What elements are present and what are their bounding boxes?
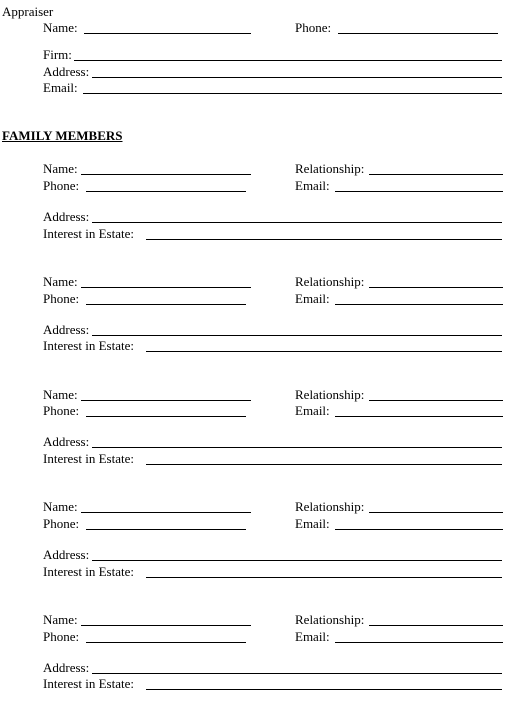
member-interest-label: Interest in Estate: — [43, 564, 134, 579]
member-email-label: Email: — [295, 629, 330, 644]
member-interest-field[interactable] — [146, 239, 502, 240]
appraiser-email-field[interactable] — [83, 93, 502, 94]
member-name-field[interactable] — [81, 174, 251, 175]
member-email-label: Email: — [295, 291, 330, 306]
member-phone-field[interactable] — [86, 191, 246, 192]
member-relationship-label: Relationship: — [295, 274, 365, 289]
member-address-field[interactable] — [92, 560, 502, 561]
member-relationship-field[interactable] — [369, 400, 503, 401]
member-phone-label: Phone: — [43, 629, 80, 644]
member-name-label: Name: — [43, 499, 78, 514]
appraiser-section-label: Appraiser — [2, 4, 54, 19]
member-relationship-label: Relationship: — [295, 499, 365, 514]
member-name-field[interactable] — [81, 287, 251, 288]
member-phone-label: Phone: — [43, 178, 80, 193]
member-interest-label: Interest in Estate: — [43, 676, 134, 691]
member-address-field[interactable] — [92, 673, 502, 674]
member-address-field[interactable] — [92, 335, 502, 336]
member-interest-field[interactable] — [146, 577, 502, 578]
member-interest-field[interactable] — [146, 351, 502, 352]
member-address-field[interactable] — [92, 222, 502, 223]
appraiser-name-field[interactable] — [84, 33, 251, 34]
member-phone-field[interactable] — [86, 304, 246, 305]
member-phone-label: Phone: — [43, 403, 80, 418]
member-relationship-field[interactable] — [369, 174, 503, 175]
member-phone-field[interactable] — [86, 529, 246, 530]
member-address-label: Address: — [43, 322, 90, 337]
member-name-label: Name: — [43, 612, 78, 627]
appraiser-phone-label: Phone: — [295, 20, 332, 35]
member-name-field[interactable] — [81, 400, 251, 401]
appraiser-email-label: Email: — [43, 80, 78, 95]
member-email-field[interactable] — [335, 416, 503, 417]
member-address-label: Address: — [43, 209, 90, 224]
appraiser-firm-field[interactable] — [74, 60, 502, 61]
member-relationship-field[interactable] — [369, 625, 503, 626]
member-address-label: Address: — [43, 547, 90, 562]
appraiser-firm-label: Firm: — [43, 47, 72, 62]
member-email-label: Email: — [295, 178, 330, 193]
member-relationship-field[interactable] — [369, 287, 503, 288]
member-interest-field[interactable] — [146, 464, 502, 465]
member-name-field[interactable] — [81, 512, 251, 513]
member-relationship-label: Relationship: — [295, 161, 365, 176]
member-relationship-label: Relationship: — [295, 612, 365, 627]
member-email-field[interactable] — [335, 642, 503, 643]
member-email-label: Email: — [295, 403, 330, 418]
member-address-label: Address: — [43, 434, 90, 449]
member-phone-label: Phone: — [43, 291, 80, 306]
member-phone-label: Phone: — [43, 516, 80, 531]
appraiser-phone-field[interactable] — [338, 33, 498, 34]
member-email-label: Email: — [295, 516, 330, 531]
member-email-field[interactable] — [335, 304, 503, 305]
member-interest-label: Interest in Estate: — [43, 451, 134, 466]
member-phone-field[interactable] — [86, 416, 246, 417]
member-interest-field[interactable] — [146, 689, 502, 690]
member-email-field[interactable] — [335, 529, 503, 530]
family-members-heading: FAMILY MEMBERS — [2, 128, 123, 143]
member-interest-label: Interest in Estate: — [43, 226, 134, 241]
member-relationship-field[interactable] — [369, 512, 503, 513]
appraiser-address-label: Address: — [43, 64, 90, 79]
member-email-field[interactable] — [335, 191, 503, 192]
member-name-label: Name: — [43, 387, 78, 402]
member-address-field[interactable] — [92, 447, 502, 448]
member-address-label: Address: — [43, 660, 90, 675]
appraiser-name-label: Name: — [43, 20, 78, 35]
member-name-label: Name: — [43, 274, 78, 289]
member-relationship-label: Relationship: — [295, 387, 365, 402]
appraiser-address-field[interactable] — [92, 77, 502, 78]
member-name-field[interactable] — [81, 625, 251, 626]
member-interest-label: Interest in Estate: — [43, 338, 134, 353]
member-name-label: Name: — [43, 161, 78, 176]
member-phone-field[interactable] — [86, 642, 246, 643]
